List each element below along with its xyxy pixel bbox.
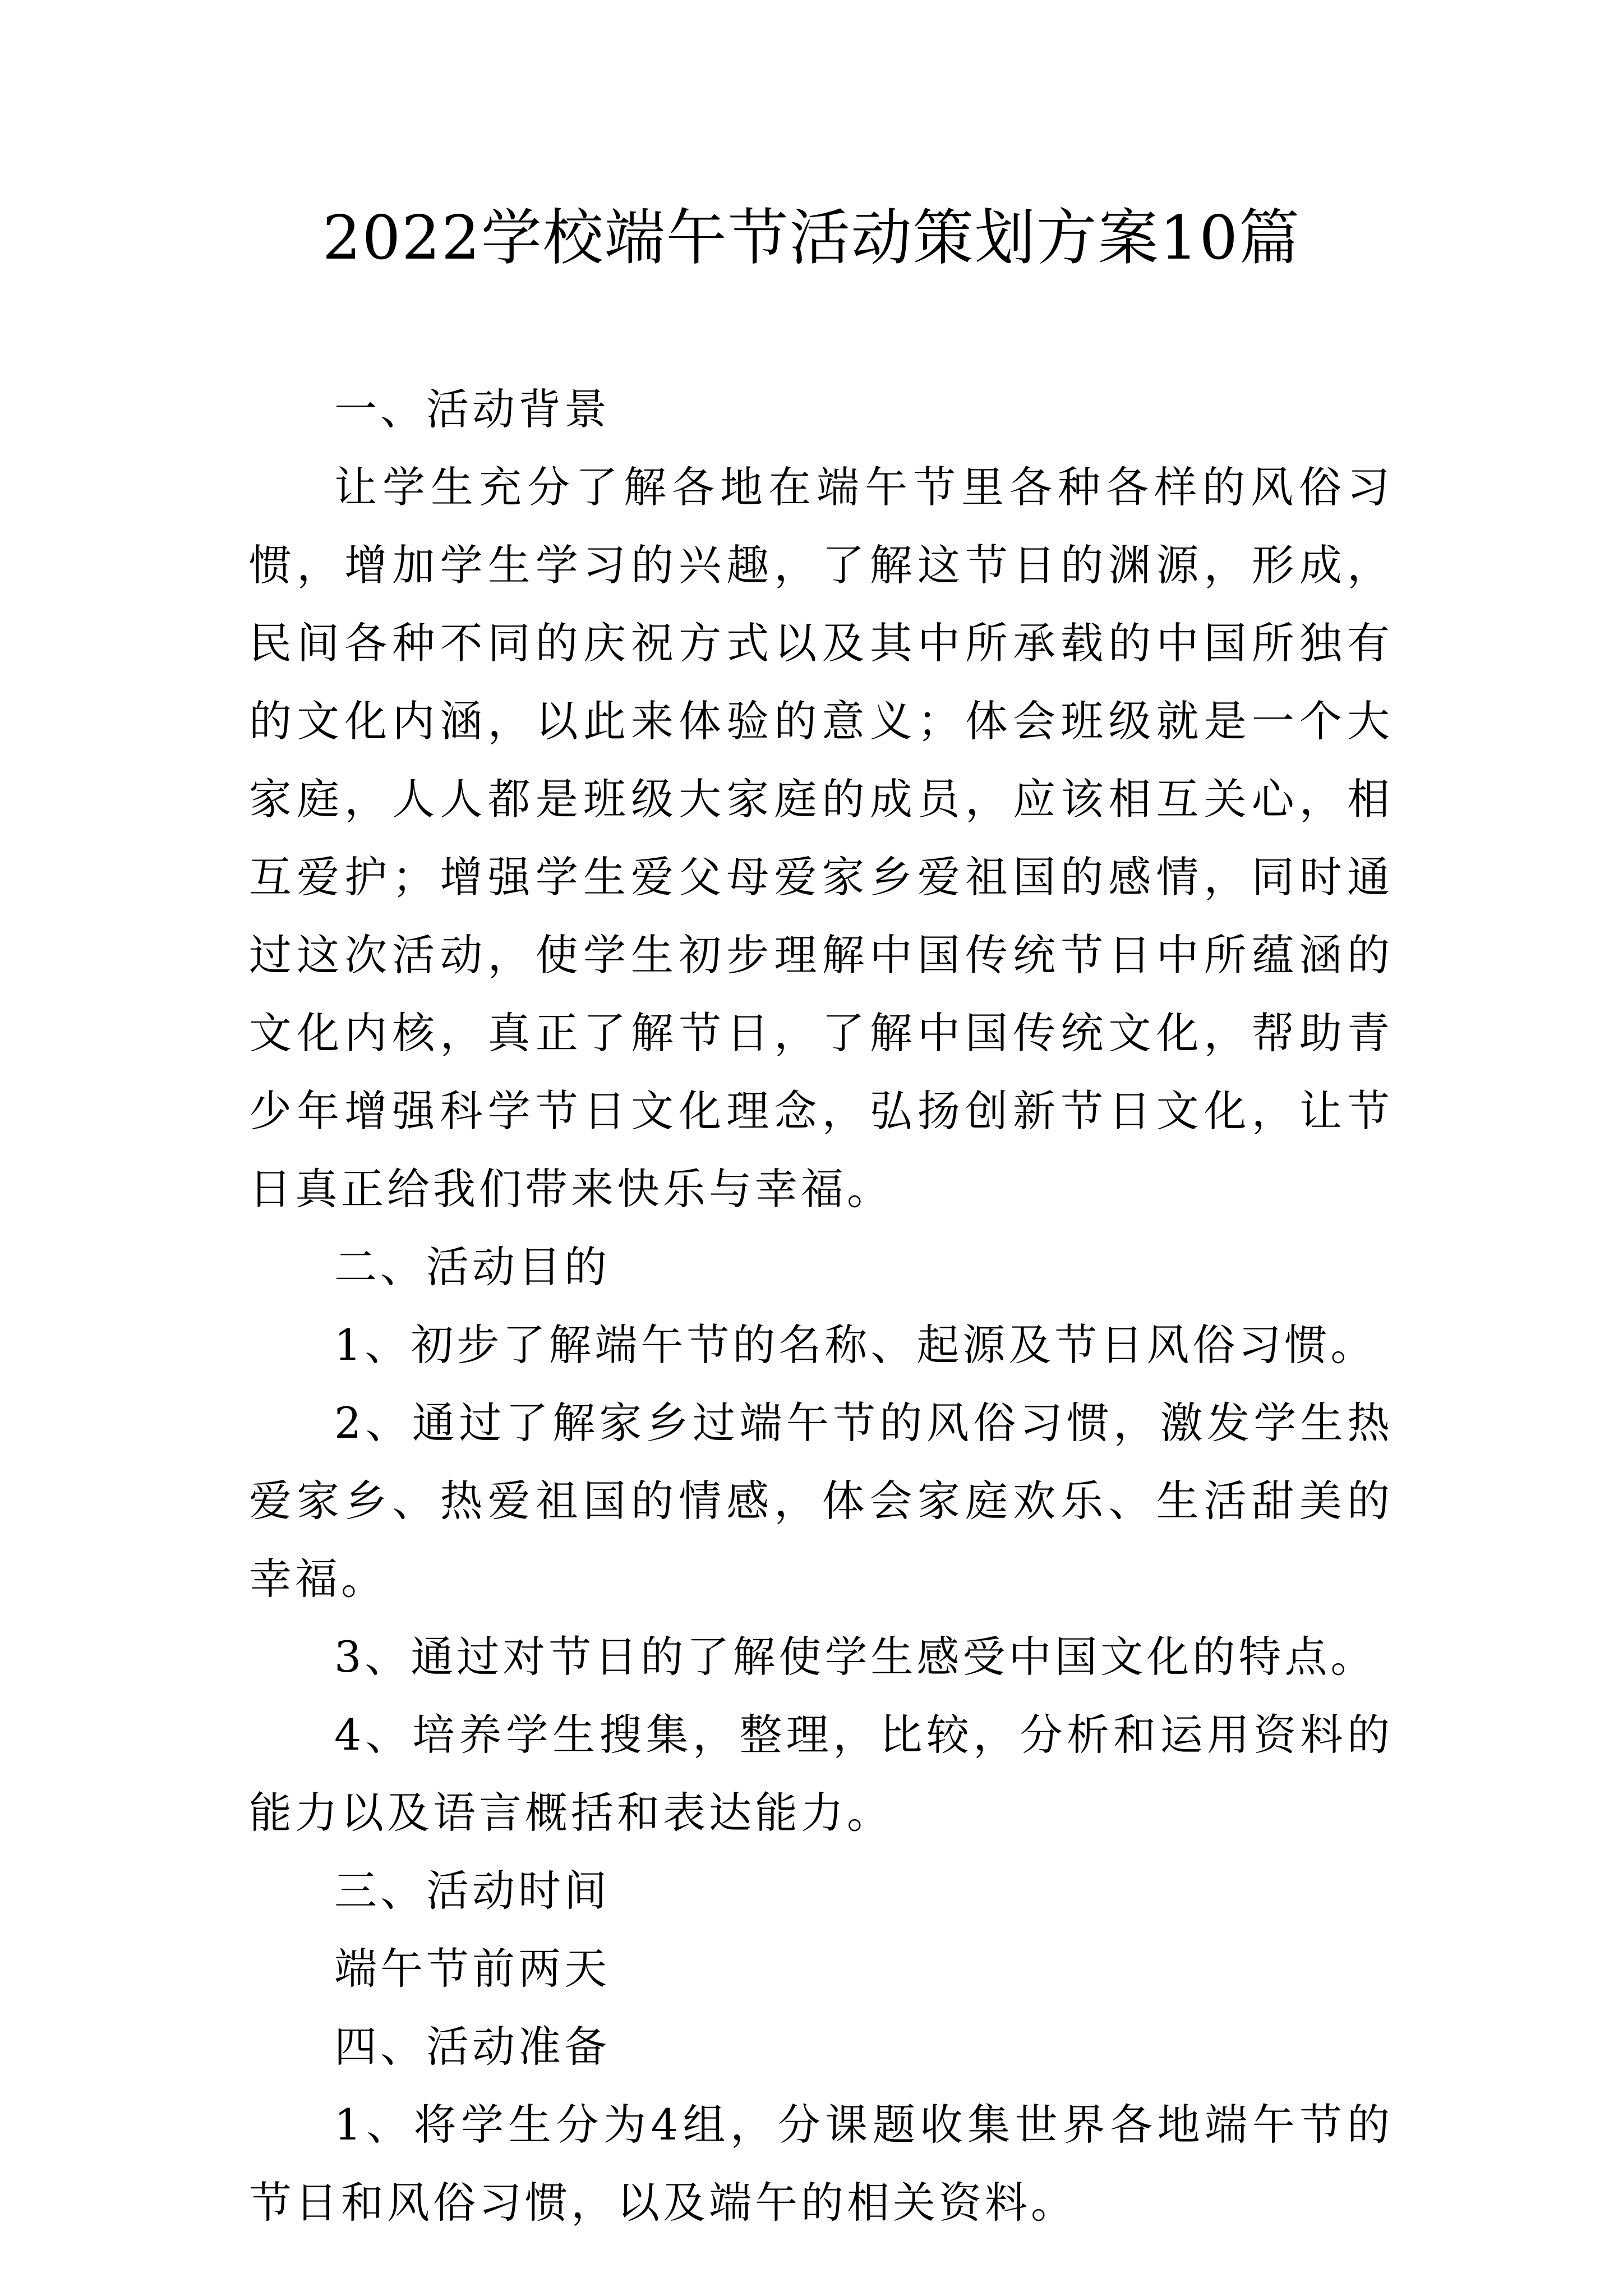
goal-item-1: 1、初步了解端午节的名称、起源及节日风俗习惯。 [334, 1320, 1377, 1370]
document-body [249, 370, 1393, 2242]
background-paragraph: 让学生充分了解各地在端午节里各种各样的风俗习惯，增加学生学习的兴趣，了解这节日的渊源，形成，民间各种不同的庆祝方式以及其中所承载的中国所独有的文化内涵，以此来体验的意义；体会班级就是一个大家庭，人人都是班级大家庭的成员，应该相互关心，相互爱护；增强学生爱父母爱家乡爱祖国的感情，同时通过这次活动，使学生初步理解中国传统节日中所蕴涵的文化内核，真正了解节日，了解中国传统文化，帮助青少年增强科学节日文化理念，弘扬创新节日文化，让节日真正给我们带来快乐与幸福。 [249, 462, 1393, 1214]
section-heading-background: 一、活动背景 [334, 384, 610, 434]
section-heading-goals: 二、活动目的 [334, 1242, 610, 1292]
goal-item-2: 2、通过了解家乡过端午节的风俗习惯，激发学生热爱家乡、热爱祖国的情感，体会家庭欢乐、生活甜美的幸福。 [249, 1398, 1393, 1604]
section-heading-preparation: 四、活动准备 [334, 2022, 610, 2072]
section-heading-time: 三、活动时间 [334, 1866, 610, 1916]
time-paragraph: 端午节前两天 [334, 1944, 610, 1994]
goal-item-3: 3、通过对节日的了解使学生感受中国文化的特点。 [334, 1632, 1377, 1682]
preparation-item-1: 1、将学生分为4组，分课题收集世界各地端午节的节日和风俗习惯，以及端午的相关资料。 [249, 2100, 1393, 2228]
document-title: 2022学校端午节活动策划方案10篇 [322, 203, 1301, 273]
goal-item-4: 4、培养学生搜集，整理，比较，分析和运用资料的能力以及语言概括和表达能力。 [249, 1710, 1393, 1838]
